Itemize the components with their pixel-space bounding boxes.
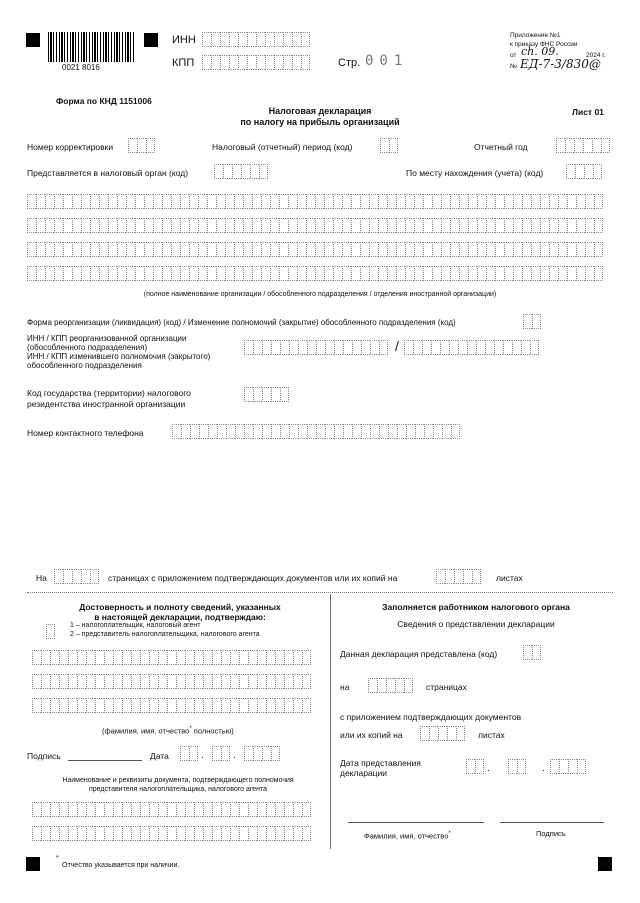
- barcode: [48, 32, 136, 62]
- page-number: 001: [365, 53, 409, 69]
- pages-suffix: листах: [496, 573, 523, 583]
- appendix-no: №: [510, 63, 517, 70]
- section-divider: [27, 592, 613, 593]
- sheets-label: листах: [478, 730, 505, 740]
- appendix-date-handwritten: ch. 09.: [521, 45, 559, 58]
- reorg-inn-label-3: ИНН / КПП изменившего полномочия (закрытого): [27, 352, 211, 361]
- doc-row-2[interactable]: [32, 826, 311, 841]
- footnote-text: Отчество указывается при наличии.: [62, 862, 180, 869]
- form-title-line2: по налогу на прибыль организаций: [240, 117, 400, 127]
- org-name-row-3[interactable]: [27, 242, 603, 257]
- reorg-inn-field[interactable]: [244, 340, 388, 355]
- confirm-title-line2: в настоящей декларации, подтверждаю:: [94, 612, 266, 622]
- reorg-kpp-field[interactable]: [404, 340, 539, 355]
- submit-year-field[interactable]: [550, 759, 586, 774]
- officer-fio-star: *: [448, 831, 451, 837]
- tax-period-field[interactable]: [380, 138, 398, 153]
- submit-day-field[interactable]: [466, 759, 484, 774]
- submit-date-dot-2: .: [542, 763, 545, 774]
- confirm-option-1: 1 – налогоплательщик, налоговый агент: [70, 622, 201, 629]
- submitted-code-field[interactable]: [523, 645, 541, 660]
- doc-caption-line1: Наименование и реквизиты документа, подтверждающего полномочия: [62, 777, 294, 784]
- date-label: Дата: [150, 751, 169, 761]
- confirm-option-2: 2 – представитель налогоплательщика, налогового агента: [70, 631, 260, 638]
- officer-fio-caption: Фамилия, имя, отчество*: [364, 831, 451, 841]
- org-name-caption: (полное наименование организации / обособленного подразделения / отделения иностранной организации): [143, 291, 497, 298]
- confirm-type-field[interactable]: [46, 624, 55, 639]
- fio-caption: (фамилия, имя, отчество* полностью): [102, 726, 234, 736]
- tax-authority-field[interactable]: [214, 164, 268, 179]
- footnote-star: *: [56, 855, 59, 862]
- correction-number-label: Номер корректировки: [27, 142, 114, 152]
- pages-prefix: На: [36, 573, 47, 583]
- corner-marker-top-left: [26, 33, 40, 47]
- sheets-count-field[interactable]: [436, 569, 481, 584]
- tax-office-title: Заполняется работником налогового органа: [382, 602, 570, 612]
- reorg-inn-label-2: (обособленного подразделения): [27, 343, 148, 352]
- reorg-inn-label-1: ИНН / КПП реорганизованной организации: [27, 334, 187, 343]
- org-name-row-4[interactable]: [27, 266, 603, 281]
- date-dot-1: .: [201, 750, 204, 761]
- submit-date-dot-1: .: [487, 763, 490, 774]
- appendix-line2: к приказу ФНС России: [510, 41, 578, 48]
- submitted-pages-field[interactable]: [368, 678, 413, 693]
- signature-line[interactable]: [68, 760, 142, 761]
- submit-date-label-2: декларации: [340, 768, 388, 778]
- with-docs-label: с приложением подтверждающих документов: [340, 712, 522, 722]
- submitted-label: Данная декларация представлена (код): [340, 649, 498, 659]
- phone-field[interactable]: [172, 424, 460, 439]
- form-code: Форма по КНД 1151006: [56, 96, 152, 106]
- correction-number-field[interactable]: [128, 138, 155, 153]
- tax-office-subtitle: Сведения о представлении декларации: [397, 619, 555, 629]
- phone-label: Номер контактного телефона: [27, 428, 144, 438]
- appendix-year: 2024 г.: [586, 52, 606, 59]
- report-year-label: Отчетный год: [474, 142, 528, 152]
- confirm-title-line1: Достоверность и полноту сведений, указанных: [79, 602, 281, 612]
- submit-date-label-1: Дата представления: [340, 758, 421, 768]
- corner-marker-bottom-right: [598, 857, 612, 871]
- country-code-field[interactable]: [244, 387, 289, 402]
- page-label: Стр.: [338, 57, 361, 69]
- corner-marker-top-mid: [144, 33, 158, 47]
- date-month-field[interactable]: [212, 746, 230, 761]
- on-label: на: [340, 682, 350, 692]
- date-day-field[interactable]: [180, 746, 198, 761]
- location-label: По месту нахождения (учета) (код): [406, 168, 544, 178]
- reorg-form-label: Форма реорганизации (ликвидация) (код) / Изменение полномочий (закрытие) обособленного подразделения (код): [27, 318, 456, 327]
- location-field[interactable]: [566, 164, 602, 179]
- reorg-inn-label-4: обособленного подразделения: [27, 361, 142, 370]
- pages-label: страницах: [426, 682, 467, 692]
- appendix-from: от: [510, 52, 517, 59]
- org-name-row-2[interactable]: [27, 218, 603, 233]
- date-year-field[interactable]: [244, 746, 280, 761]
- fio-row-2[interactable]: [32, 674, 311, 689]
- date-dot-2: .: [233, 750, 236, 761]
- kpp-field[interactable]: [202, 55, 310, 70]
- officer-signature-caption: Подпись: [536, 829, 566, 838]
- signature-label: Подпись: [27, 751, 61, 761]
- appendix-no-handwritten: ЕД-7-3/830@: [520, 57, 601, 71]
- corner-marker-bottom-left: [26, 857, 40, 871]
- country-code-label-1: Код государства (территории) налогового: [27, 388, 191, 398]
- report-year-field[interactable]: [556, 138, 610, 153]
- officer-fio-line[interactable]: [348, 822, 484, 823]
- inn-field[interactable]: [202, 32, 310, 47]
- or-copies-label: или их копий на: [340, 730, 403, 740]
- fio-row-3[interactable]: [32, 698, 311, 713]
- org-name-row-1[interactable]: [27, 194, 603, 209]
- inn-label: ИНН: [172, 34, 196, 46]
- submit-month-field[interactable]: [508, 759, 526, 774]
- section-vertical-divider: [330, 594, 331, 849]
- form-title-line1: Налоговая декларация: [268, 106, 372, 116]
- doc-row-1[interactable]: [32, 802, 311, 817]
- tax-period-label: Налоговый (отчетный) период (код): [212, 142, 353, 152]
- officer-signature-line[interactable]: [500, 822, 604, 823]
- pages-mid: страницах с приложением подтверждающих документов или их копий на: [108, 573, 398, 583]
- reorg-form-field[interactable]: [523, 314, 541, 329]
- reorg-slash: /: [395, 338, 399, 354]
- submitted-sheets-field[interactable]: [420, 726, 465, 741]
- barcode-number: 0021 8016: [62, 63, 100, 72]
- country-code-label-2: резидентства иностранной организации: [27, 399, 186, 409]
- fio-caption-star: *: [189, 726, 192, 732]
- tax-authority-label: Представляется в налоговый орган (код): [27, 168, 189, 178]
- pages-count-field[interactable]: [54, 569, 99, 584]
- appendix-line1: Приложение №1: [510, 32, 561, 39]
- sheet-label: Лист 01: [572, 107, 604, 117]
- doc-caption-line2: представителя налогоплательщика, налогового агента: [88, 786, 268, 793]
- fio-row-1[interactable]: [32, 650, 311, 665]
- kpp-label: КПП: [172, 57, 195, 69]
